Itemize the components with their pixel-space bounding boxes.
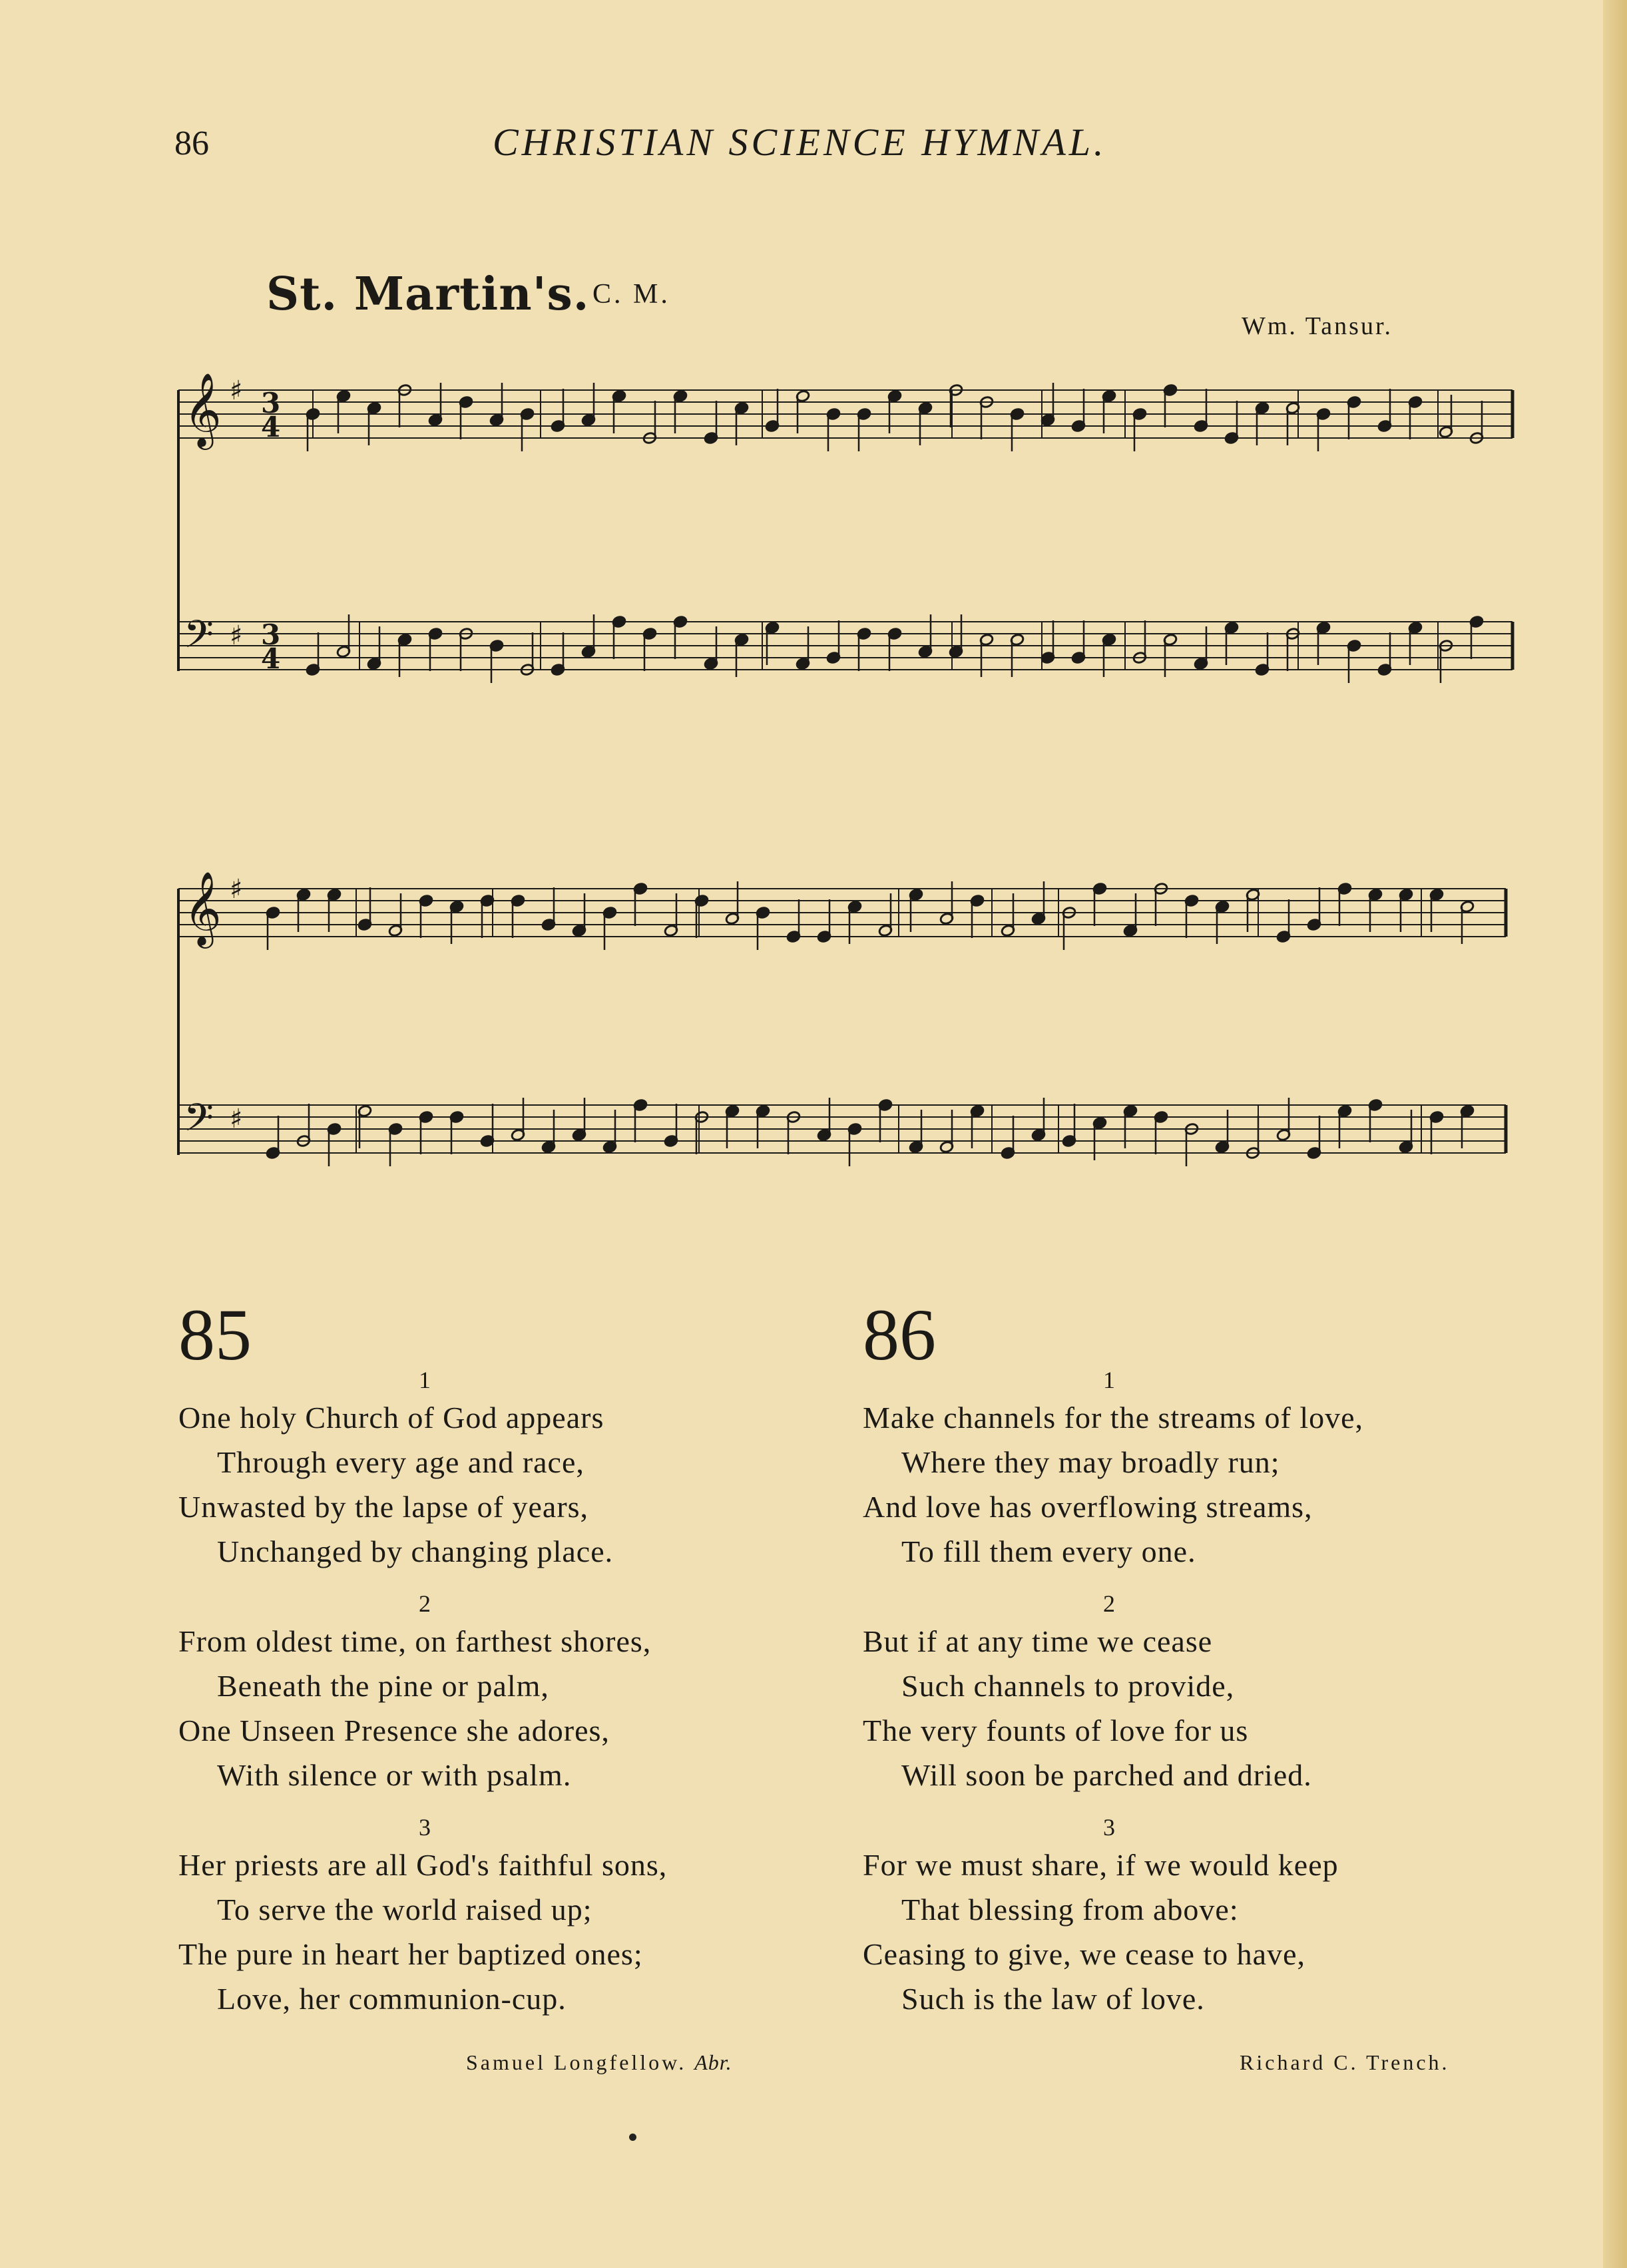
verse-line: With silence or with psalm.	[217, 1758, 572, 1792]
author-86	[1240, 2050, 1450, 2075]
verse-line: Make channels for the streams of love,	[863, 1401, 1364, 1435]
hymn-86	[863, 1294, 1528, 2016]
stanza-number: 3	[419, 1814, 431, 1841]
verse-line: And love has overflowing streams,	[863, 1490, 1313, 1524]
verse-line: To fill them every one.	[901, 1534, 1196, 1568]
sharp-sign: ♯	[230, 874, 243, 905]
verse-line: Beneath the pine or palm,	[217, 1669, 549, 1703]
time-signature-top: 3	[261, 387, 281, 419]
bass-clef: 𝄢	[184, 1095, 214, 1150]
stanza-number: 3	[1103, 1814, 1115, 1841]
sharp-sign: ♯	[230, 375, 243, 406]
stanza-number: 2	[419, 1590, 431, 1617]
sharp-sign: ♯	[230, 620, 243, 651]
author-85	[466, 2050, 732, 2075]
verse-line: For we must share, if we would keep	[863, 1848, 1339, 1882]
bass-clef: 𝄢	[184, 612, 214, 666]
verse-line: But if at any time we cease	[863, 1624, 1213, 1658]
running-title: CHRISTIAN SCIENCE HYMNAL.	[493, 120, 1107, 164]
time-signature-bottom: 4	[261, 411, 281, 443]
verse-line: Love, her communion-cup.	[217, 1982, 567, 2016]
verse-line: One Unseen Presence she adores,	[178, 1713, 610, 1747]
hymn-number: 86	[863, 1294, 936, 1375]
verse-line: Ceasing to give, we cease to have,	[863, 1937, 1305, 1971]
treble-clef: 𝄞	[184, 372, 222, 447]
sharp-sign: ♯	[230, 1104, 243, 1134]
time-signature-bottom: 4	[261, 642, 281, 675]
author-note: Abr.	[694, 2050, 732, 2074]
verse-line: Through every age and race,	[217, 1445, 584, 1479]
verse-line: That blessing from above:	[901, 1893, 1239, 1927]
verse-line: Such is the law of love.	[901, 1982, 1205, 2016]
author-name: Samuel Longfellow.	[466, 2050, 687, 2074]
verse-line: Such channels to provide,	[901, 1669, 1235, 1703]
verse-line: From oldest time, on farthest shores,	[178, 1624, 652, 1658]
stanza-number: 1	[419, 1367, 431, 1393]
tune-meter: C. M.	[592, 279, 670, 310]
stanza-number: 2	[1103, 1590, 1115, 1617]
tune-name: St. Martin's.	[266, 268, 590, 321]
verse-line: Where they may broadly run;	[901, 1445, 1280, 1479]
page-number: 86	[174, 124, 209, 162]
composer: Wm. Tansur.	[1242, 312, 1393, 340]
verse-line: Unchanged by changing place.	[217, 1534, 614, 1568]
treble-clef: 𝄞	[184, 871, 222, 945]
verse-line: Will soon be parched and dried.	[901, 1758, 1312, 1792]
stanza-number: 1	[1103, 1367, 1115, 1393]
author-name: Richard C. Trench.	[1240, 2050, 1450, 2074]
verse-line: The pure in heart her baptized ones;	[178, 1937, 643, 1971]
time-signature-top: 3	[261, 618, 281, 651]
hymn-number: 85	[178, 1294, 252, 1375]
verse-line: Her priests are all God's faithful sons,	[178, 1848, 668, 1882]
verse-line: The very founts of love for us	[863, 1713, 1249, 1747]
verse-line: One holy Church of God appears	[178, 1401, 604, 1435]
hymn-85	[178, 1294, 844, 2016]
ornament-dot	[629, 2134, 636, 2141]
verse-line: Unwasted by the lapse of years,	[178, 1490, 589, 1524]
verse-line: To serve the world raised up;	[217, 1893, 592, 1927]
